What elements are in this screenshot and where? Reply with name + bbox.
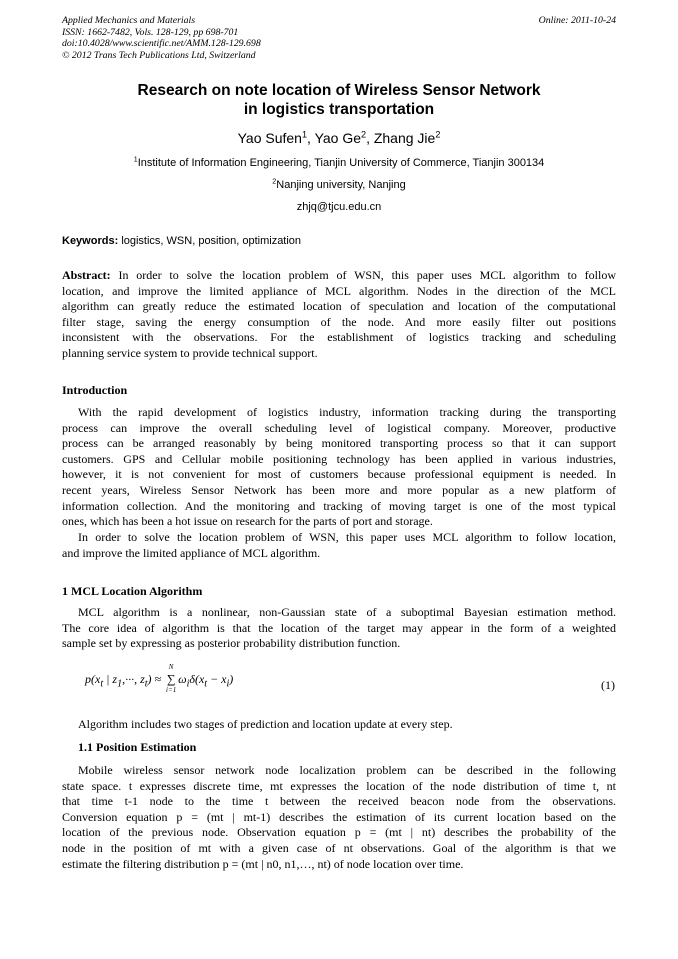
position-paragraph (62, 763, 616, 872)
paragraph-line: ones, which has been a hot issue on research for the parts of port and storage. (62, 514, 433, 529)
affiliation-2 (62, 178, 616, 192)
doi: doi:10.4028/www.scientific.net/AMM.128-129.698 (62, 38, 261, 49)
introduction-paragraph-1 (62, 405, 616, 530)
paragraph-line: and improve the limited appliance of MCL algorithm. (62, 545, 321, 560)
eq-sub: 1 (117, 678, 123, 690)
paper-title (62, 81, 616, 119)
paragraph-line: process can be arranged reasonably by being monitored transporting process so that it can support (62, 436, 616, 451)
paragraph-line: that time t-1 node to the time t between the received beacon node from the observations. (62, 794, 616, 809)
eq-part: ,···, z (122, 672, 145, 686)
paragraph-line: node in the position of mt with a given case of nt observations. Goal of the algorithm is that we (62, 840, 616, 855)
introduction-paragraph-2 (62, 530, 616, 561)
paragraph-line: sample set by expressing as posterior probability distribution function. (62, 636, 401, 651)
eq-sub: t (144, 678, 148, 690)
paragraph-line: estimate the filtering distribution p = (mt | n0, n1,…, nt) of node location over time. (62, 856, 464, 871)
sum-lower: i=1 (166, 686, 177, 694)
eq-part: − x (207, 672, 227, 686)
paragraph-line: Mobile wireless sensor network node localization problem can be described in the following (78, 763, 616, 777)
paragraph-line: In order to solve the location problem of WSN, this paper uses MCL algorithm to follow location, (78, 530, 616, 544)
abstract-line: planning service system to provide technical support. (62, 345, 318, 360)
equation-number: (1) (601, 678, 615, 692)
eq-sub: t (204, 678, 208, 690)
affil-mark: 1 (133, 155, 138, 164)
paragraph-line: however, it is not convenient for most of customers because professional equipment is needed. In (62, 467, 616, 482)
copyright: © 2012 Trans Tech Publications Ltd, Switzerland (62, 49, 256, 61)
paragraph-line: MCL algorithm is a nonlinear, non-Gaussian state of a suboptimal Bayesian estimation method. (78, 605, 616, 619)
eq-part: p(x (85, 672, 101, 686)
equation-1 (85, 663, 615, 694)
abstract (62, 268, 616, 362)
sum-symbol (164, 663, 178, 694)
author-list: Yao Sufen$^1$, Yao Ge$^2$, Zhang Jie$^2$ (237, 129, 441, 146)
journal-name: Applied Mechanics and Materials (62, 15, 196, 26)
affiliation-text: Nanjing university, Nanjing (276, 179, 406, 191)
abstract-label: Abstract: (62, 268, 111, 282)
author-affil-mark: 1 (301, 129, 308, 140)
abstract-text: In order to solve the location problem of WSN, this paper uses MCL algorithm to follow (118, 268, 617, 282)
paragraph-line: With the rapid development of logistics industry, information tracking during the transporting (78, 405, 616, 419)
contact-email: zhjq@tjcu.edu.cn (296, 201, 382, 213)
affiliation-text: Institute of Information Engineering, Tianjin University of Commerce, Tianjin 300134 (137, 157, 545, 169)
keywords-text: logistics, WSN, position, optimization (121, 235, 302, 247)
abstract-line: inconsistent with the observations. For the establishment of logistics tracking and scheduling (62, 330, 616, 345)
journal-header (62, 15, 616, 61)
eq-sub: t (100, 678, 104, 690)
paragraph-line: customers. GPS and Cellular mobile positioning technology has been applied in various industries, (62, 451, 616, 466)
author-name: Zhang Jie (373, 130, 436, 146)
abstract-line: location, and improve the limited appliance of MCL algorithm. Nodes in the direction of the MCL (62, 283, 616, 298)
eq-part: δ(x (189, 672, 205, 686)
eq-part: ) ≈ (147, 672, 165, 686)
abstract-line: algorithm can greatly reduce the estimated location of speculation and location of the computational (62, 299, 616, 314)
affiliation-1 (62, 156, 616, 170)
author-affil-mark: 2 (435, 129, 441, 140)
eq-sub: i (186, 678, 190, 690)
paragraph-line: recent years, Wireless Sensor Network has been more and more popular as a new platform of (62, 482, 616, 497)
paragraph-line: state space. t expresses discrete time, mt expresses the location of the node distribution of time t, nt (62, 778, 616, 793)
subsection-heading-position: 1.1 Position Estimation (78, 740, 197, 754)
eq-sub: i (226, 678, 230, 690)
eq-part: | z (103, 672, 118, 686)
title-line-2: in logistics transportation (243, 101, 435, 118)
paragraph-line: location of the previous node. Observation equation p = (mt | nt) describes the probability of the (62, 825, 616, 840)
section-heading-introduction: Introduction (62, 383, 128, 397)
paragraph-line: Conversion equation p = (mt | mt-1) describes the estimation of its current location based on the (62, 809, 616, 824)
paragraph-line: Algorithm includes two stages of prediction and location update at every step. (78, 717, 453, 731)
abstract-line: filter stage, saving the energy consumption of the node. And more easily filter out positions (62, 314, 616, 329)
paragraph-line: process can improve the overall scheduling level of logistical company. Moreover, productive (62, 420, 616, 435)
mcl-paragraph-1 (62, 605, 616, 652)
abstract-line (62, 268, 616, 284)
author-name: Yao Sufen (237, 130, 302, 146)
eq-part: ) (229, 672, 234, 686)
section-heading-mcl: 1 MCL Location Algorithm (62, 584, 203, 598)
issn: ISSN: 1662-7482, Vols. 128-129, pp 698-701 (62, 26, 239, 38)
sum-sign: ∑ (166, 672, 176, 686)
title-line-1: Research on note location of Wireless Sensor Network (137, 82, 541, 99)
keywords-label: Keywords: (62, 235, 119, 247)
paragraph-line: The core idea of algorithm is that the location of the target may appear in the form of a weighted (62, 620, 616, 635)
author-name: Yao Ge (314, 130, 361, 146)
paragraph-line: information collection. And the monitoring and tracking of moving target is one of the most typical (62, 498, 616, 513)
author-affil-mark: 2 (361, 129, 367, 140)
online-date: Online: 2011-10-24 (538, 15, 616, 26)
sum-upper: N (168, 663, 174, 671)
eq-part: ω (178, 672, 187, 686)
mcl-paragraph-2 (62, 717, 616, 733)
affil-mark: 2 (272, 177, 277, 186)
keywords (62, 234, 616, 248)
equation-expression (85, 663, 234, 694)
